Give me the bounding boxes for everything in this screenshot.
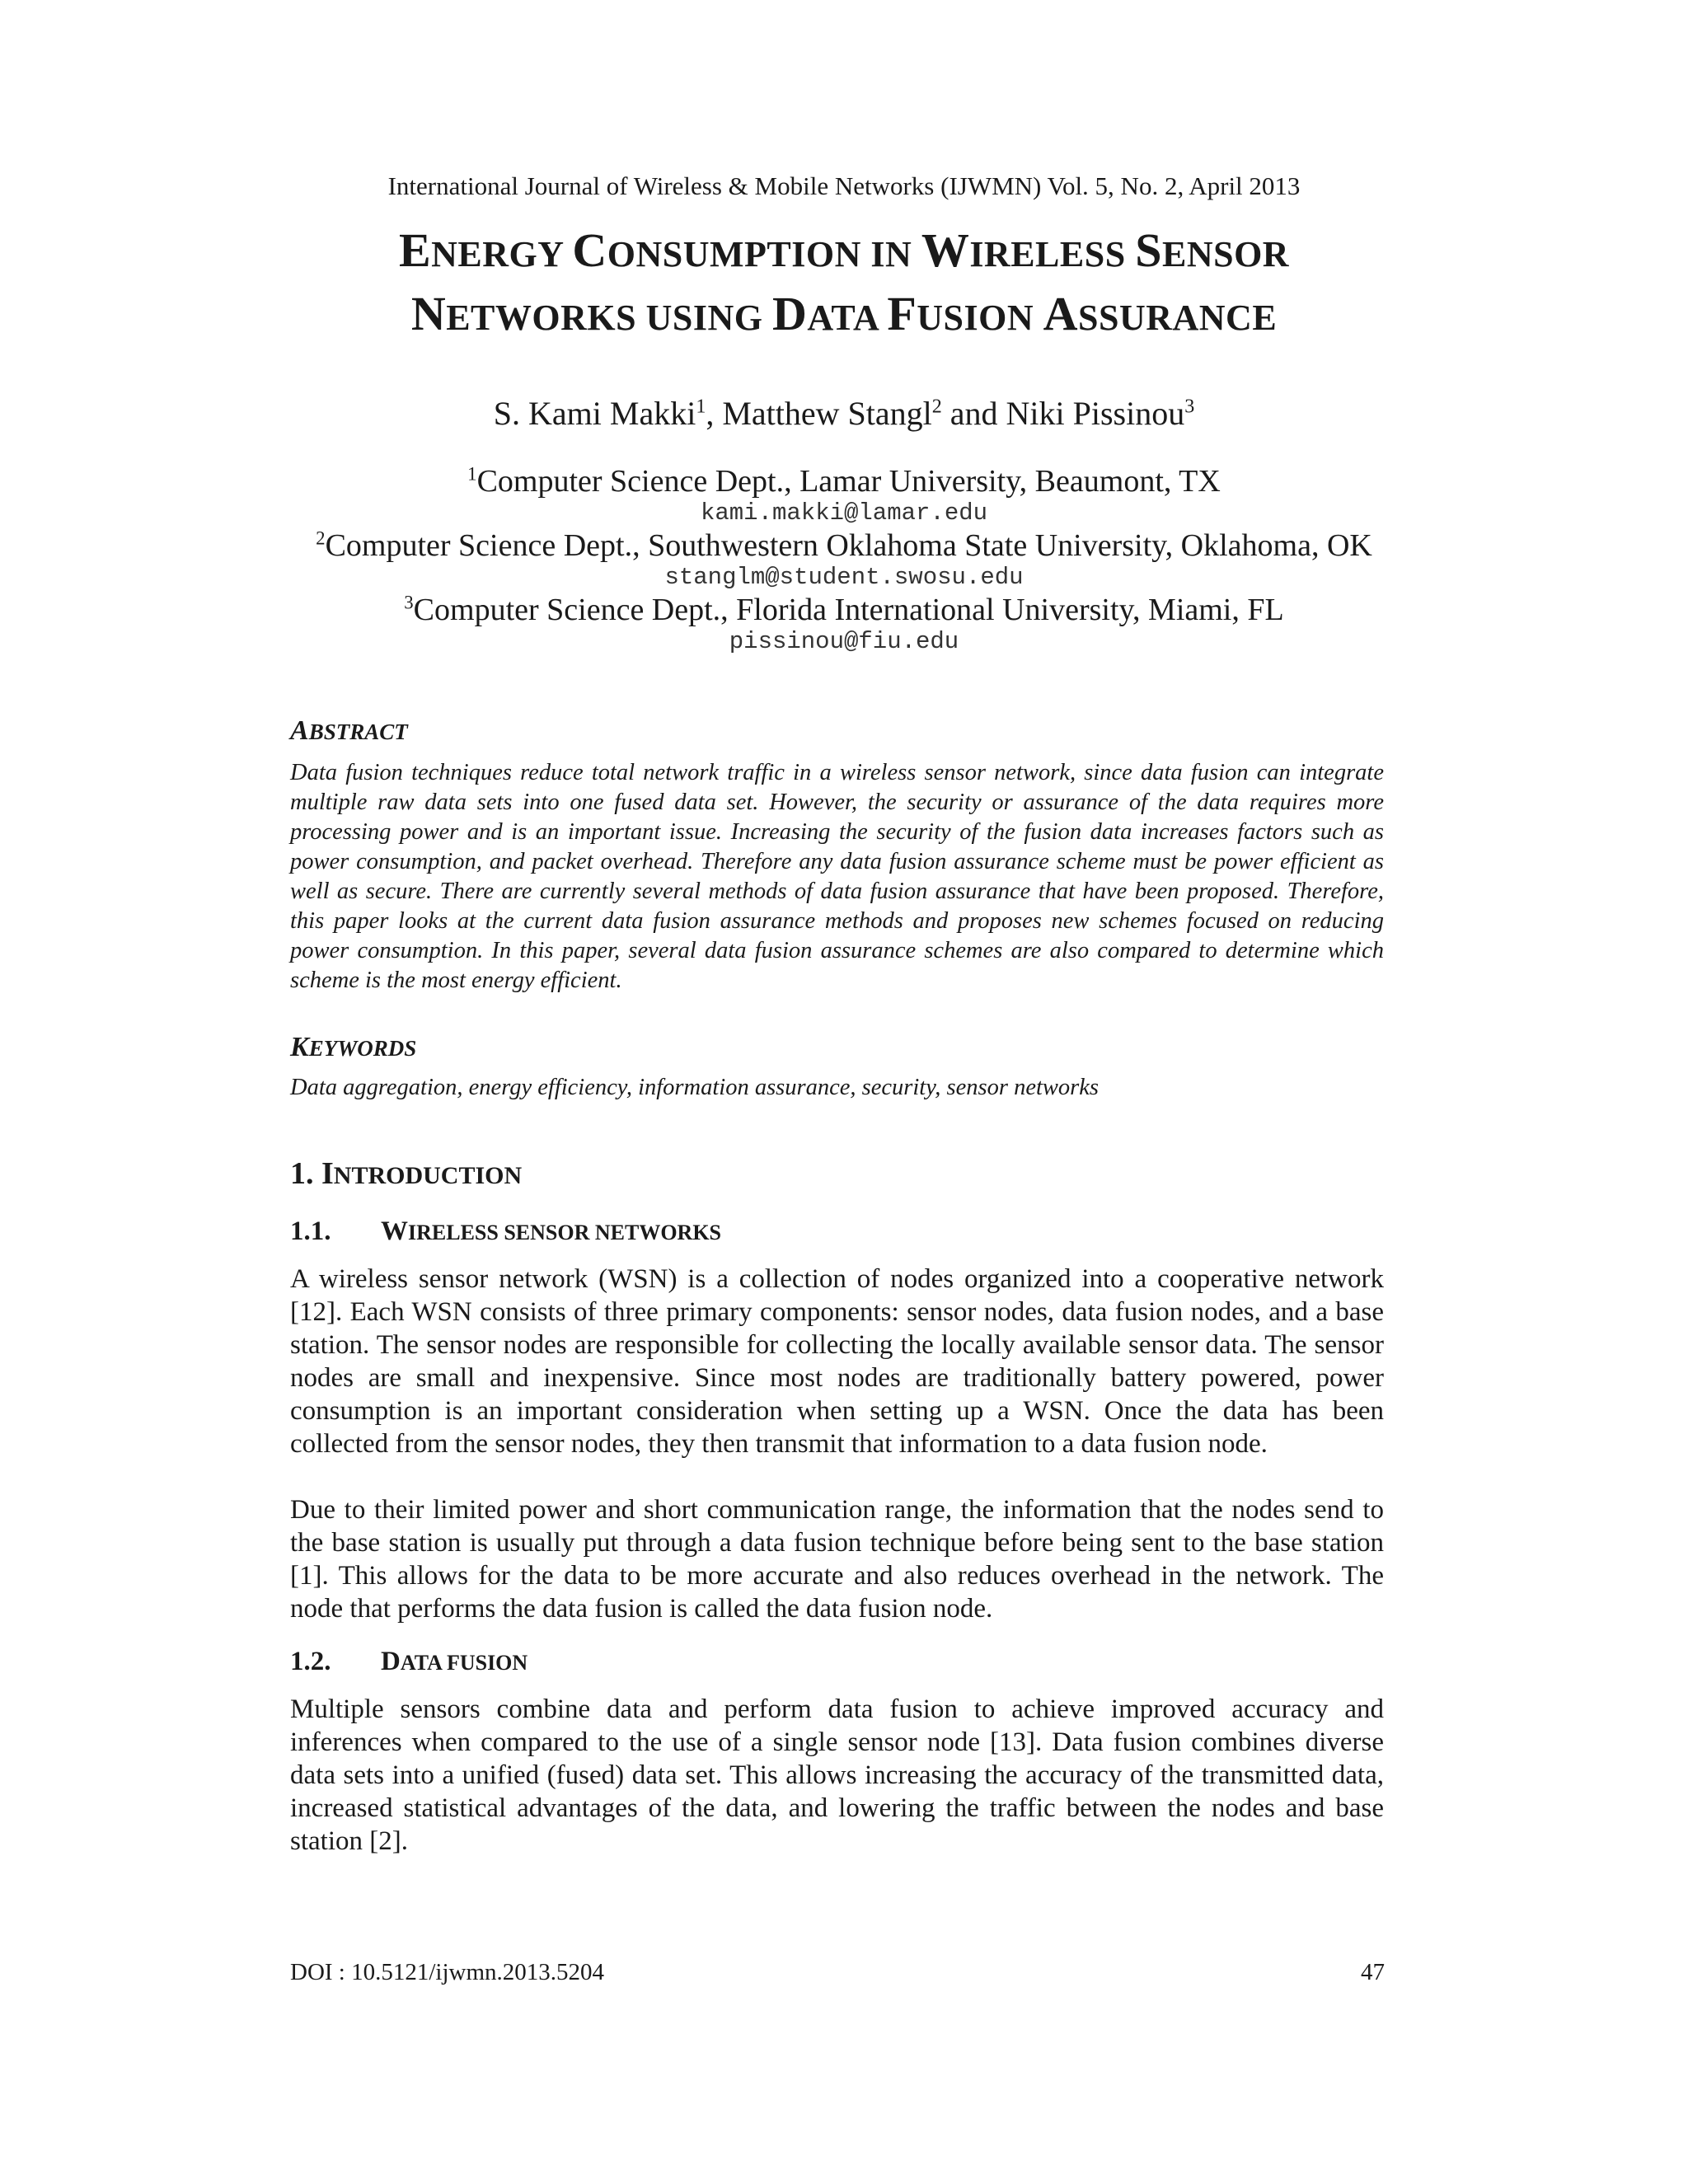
author-email[interactable]: pissinou@fiu.edu [729, 628, 959, 655]
paragraph: Due to their limited power and short communication range, the information that the nodes send to the base station is usually put through a data fusion technique before being sent to the base station [1]. This allows for the data to be more accurate and also reduces overhead in the network. The node that performs the data fusion is called the data fusion node. [290, 1495, 1384, 1624]
title-word: NETWORKS USING [410, 287, 772, 340]
abstract-heading: ABSTRACT [290, 715, 408, 746]
affiliation [0, 463, 1688, 499]
affiliation-text: Computer Science Dept., Florida International University, Miami, FL [413, 593, 1284, 627]
title-word: SENSOR [1135, 223, 1290, 277]
author-separator: and [941, 395, 1006, 432]
author-name: Matthew Stangl [722, 395, 932, 432]
author-affiliation-mark: 3 [1184, 396, 1195, 418]
affiliation-mark: 1 [467, 463, 477, 485]
affiliation-mark: 2 [316, 527, 326, 549]
title-line-1 [0, 221, 1688, 284]
title-word: CONSUMPTION IN [572, 223, 921, 277]
affiliations [0, 463, 1688, 656]
paper-title [0, 221, 1688, 348]
paragraph: A wireless sensor network (WSN) is a collection of nodes organized into a cooperative network [12]. Each WSN consists of three primary components: sensor nodes, data fusion nodes, and a base station. The sensor nodes are responsible for collecting the locally available sensor data. The sensor nodes are small and inexpensive. Since most nodes are traditionally battery powered, power consumption is an important consideration when setting up a WSN. Once the data has been collected from the sensor nodes, they then transmit that information to a data fusion node. [290, 1264, 1384, 1459]
author-affiliation-mark: 2 [931, 396, 942, 418]
title-word: FUSION [887, 287, 1043, 340]
footer-doi: DOI : 10.5121/ijwmn.2013.5204 [290, 1959, 605, 1985]
title-line-2 [0, 284, 1688, 348]
subsection-heading-data-fusion: 1.2. DATA FUSION [290, 1647, 528, 1676]
abstract-text: Data fusion techniques reduce total network traffic in a wireless sensor network, since data fusion can integrate multiple raw data sets into one fused data set. However, the security or assurance of the data requires more processing power and is an important issue. Increasing the security of the fusion data increases factors such as power consumption, and packet overhead. Therefore any data fusion assurance scheme must be power efficient as well as secure. There are currently several methods of data fusion assurance that have been proposed. Therefore, this paper looks at the current data fusion assurance methods and proposes new schemes focused on reducing power consumption. In this paper, several data fusion assurance schemes are also compared to determine which scheme is the most energy efficient. [290, 760, 1384, 993]
section-heading-introduction: 1. INTRODUCTION [290, 1156, 523, 1191]
author-name: S. Kami Makki [493, 395, 696, 432]
author-email[interactable]: kami.makki@lamar.edu [700, 499, 988, 527]
author-name: Niki Pissinou [1006, 395, 1185, 432]
subsection-heading-wireless-sensor-networks: 1.1. WIRELESS SENSOR NETWORKS [290, 1216, 722, 1246]
affiliation [0, 527, 1688, 564]
affiliation-text: Computer Science Dept., Southwestern Oklahoma State University, Oklahoma, OK [325, 528, 1372, 563]
title-word: ASSURANCE [1043, 287, 1278, 340]
title-word: DATA [771, 287, 888, 340]
paragraph: Multiple sensors combine data and perform data fusion to achieve improved accuracy and inferences when compared to the use of a single sensor node [13]. Data fusion combines diverse data sets into a unified (fused) data set. This allows increasing the accuracy of the transmitted data, increased statistical advantages of the data, and lowering the traffic between the nodes and base station [2]. [290, 1694, 1384, 1856]
affiliation-mark: 3 [404, 592, 414, 613]
author-list [0, 394, 1688, 433]
title-word: ENERGY [398, 223, 573, 277]
journal-header: International Journal of Wireless & Mobile Networks (IJWMN) Vol. 5, No. 2, April 2013 [387, 171, 1301, 200]
page-number: 47 [1361, 1959, 1385, 1985]
author-separator: , [706, 395, 723, 432]
keywords-heading: KEYWORDS [290, 1032, 417, 1062]
title-word: WIRELESS [921, 223, 1136, 277]
author-email[interactable]: stanglm@student.swosu.edu [664, 564, 1024, 591]
keywords-text: Data aggregation, energy efficiency, information assurance, security, sensor networks [290, 1075, 1099, 1100]
affiliation-text: Computer Science Dept., Lamar University, Beaumont, TX [476, 464, 1221, 499]
affiliation [0, 592, 1688, 628]
author-affiliation-mark: 1 [696, 396, 706, 418]
